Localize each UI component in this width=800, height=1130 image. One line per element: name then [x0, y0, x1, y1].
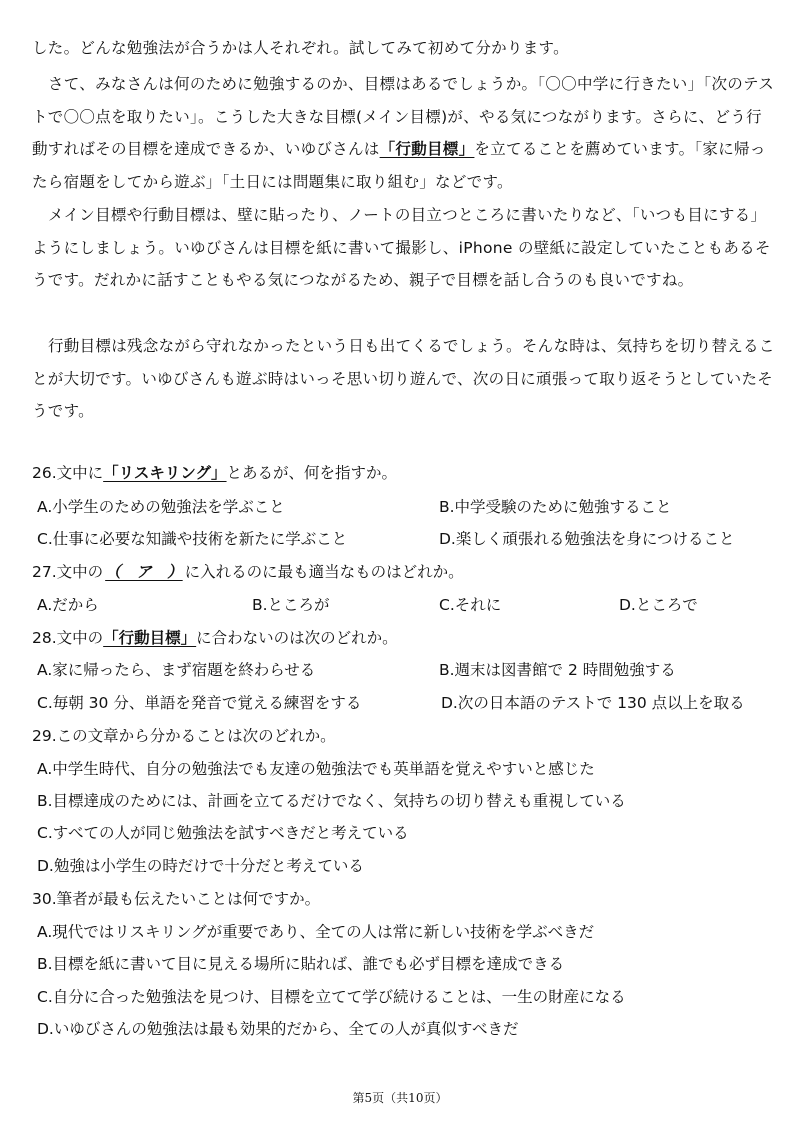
option-27-c[interactable]: C.それに — [439, 596, 502, 614]
option-28-c[interactable]: C.毎朝 30 分、単語を発音で覚える練習をする — [37, 694, 362, 712]
question-stem: 26.文中に — [32, 464, 104, 482]
option-27-b[interactable]: B.ところが — [252, 596, 330, 614]
option-29-a[interactable]: A.中学生時代、自分の勉強法でも友達の勉強法でも英単語を覚えやすいと感じた — [37, 760, 595, 778]
passage-paragraph-1 — [32, 32, 776, 65]
question-stem: とあるが、何を指すか。 — [226, 464, 398, 482]
question-keyword: 「リスキリング」 — [103, 464, 227, 482]
passage-text: メイン目標や行動目標は、壁に貼ったり、ノートの目立つところに書いたりなど、「いつも目にする」ようにしましょう。いゆびさんは目標を紙に書いて撮影し、iPhone の壁紙に設定していたこともあるそうです。だれかに話すこともやる気につながるため、親子で目標を話し合うのも良いですね。 — [32, 206, 771, 289]
passage-text: を立てることを薦めています。「家に帰ったら宿題をしてから遊ぶ」「土日には問題集に取り組む」などです。 — [32, 140, 766, 191]
option-27-a[interactable]: A.だから — [37, 596, 99, 614]
option-26-d[interactable]: D.楽しく頑張れる勉強法を身につけること — [439, 530, 735, 548]
option-30-c[interactable]: C.自分に合った勉強法を見つけ、目標を立てて学び続けることは、一生の財産になる — [37, 988, 626, 1006]
option-28-b[interactable]: B.週末は図書館で 2 時間勉強する — [439, 661, 676, 679]
passage-text: さて、みなさんは何のために勉強するのか、目標はあるでしょうか。「〇〇中学に行きたい」「次のテストで〇〇点を取りたい」。こうした大きな目標(メイン目標)が、やる気につながります。さらに、どう行動すればその目標を達成できるか、いゆびさんは — [32, 75, 775, 158]
question-stem: 28.文中の — [32, 629, 104, 647]
option-30-d[interactable]: D.いゆびさんの勉強法は最も効果的だから、全ての人が真似すべきだ — [37, 1020, 519, 1038]
option-26-b[interactable]: B.中学受験のために勉強すること — [439, 498, 672, 516]
option-26-c[interactable]: C.仕事に必要な知識や技術を新たに学ぶこと — [37, 530, 348, 548]
keyword-action-goal: 「行動目標」 — [379, 140, 475, 158]
question-stem: に入れるのに最も適当なものはどれか。 — [184, 563, 464, 581]
question-27 — [32, 561, 464, 583]
page-number: 第5页（共10页） — [352, 1091, 448, 1105]
option-29-b[interactable]: B.目標達成のためには、計画を立てるだけでなく、気持ちの切り替えも重視している — [37, 792, 626, 810]
option-29-d[interactable]: D.勉強は小学生の時だけで十分だと考えている — [37, 857, 364, 875]
passage-text: した。どんな勉強法が合うかは人それぞれ。試してみて初めて分かります。 — [32, 39, 569, 57]
option-29-c[interactable]: C.すべての人が同じ勉強法を試すべきだと考えている — [37, 824, 409, 842]
passage-paragraph-2 — [32, 68, 776, 198]
question-29: 29.この文章から分かることは次のどれか。 — [32, 727, 336, 745]
option-28-a[interactable]: A.家に帰ったら、まず宿題を終わらせる — [37, 661, 316, 679]
option-30-a[interactable]: A.現代ではリスキリングが重要であり、全ての人は常に新しい技術を学ぶべきだ — [37, 923, 595, 941]
passage-paragraph-3 — [32, 199, 776, 297]
question-stem: 27.文中の — [32, 563, 104, 581]
question-stem: に合わないのは次のどれか。 — [196, 629, 398, 647]
option-30-b[interactable]: B.目標を紙に書いて目に見える場所に貼れば、誰でも必ず目標を達成できる — [37, 955, 565, 973]
option-26-a[interactable]: A.小学生のための勉強法を学ぶこと — [37, 498, 285, 516]
question-30: 30.筆者が最も伝えたいことは何ですか。 — [32, 890, 321, 908]
question-keyword: 「行動目標」 — [103, 629, 197, 647]
question-26 — [32, 462, 397, 484]
passage-paragraph-4 — [32, 330, 776, 428]
option-27-d[interactable]: D.ところで — [619, 596, 698, 614]
question-28 — [32, 627, 398, 649]
passage-text: 行動目標は残念ながら守れなかったという日も出てくるでしょう。そんな時は、気持ちを切り替えることが大切です。いゆびさんも遊ぶ時はいっそ思い切り遊んで、次の日に頑張って取り返そうとしていたそうです。 — [32, 337, 775, 420]
blank-a: （ ア ） — [105, 563, 183, 581]
option-28-d[interactable]: D.次の日本語のテストで 130 点以上を取る — [441, 694, 745, 712]
